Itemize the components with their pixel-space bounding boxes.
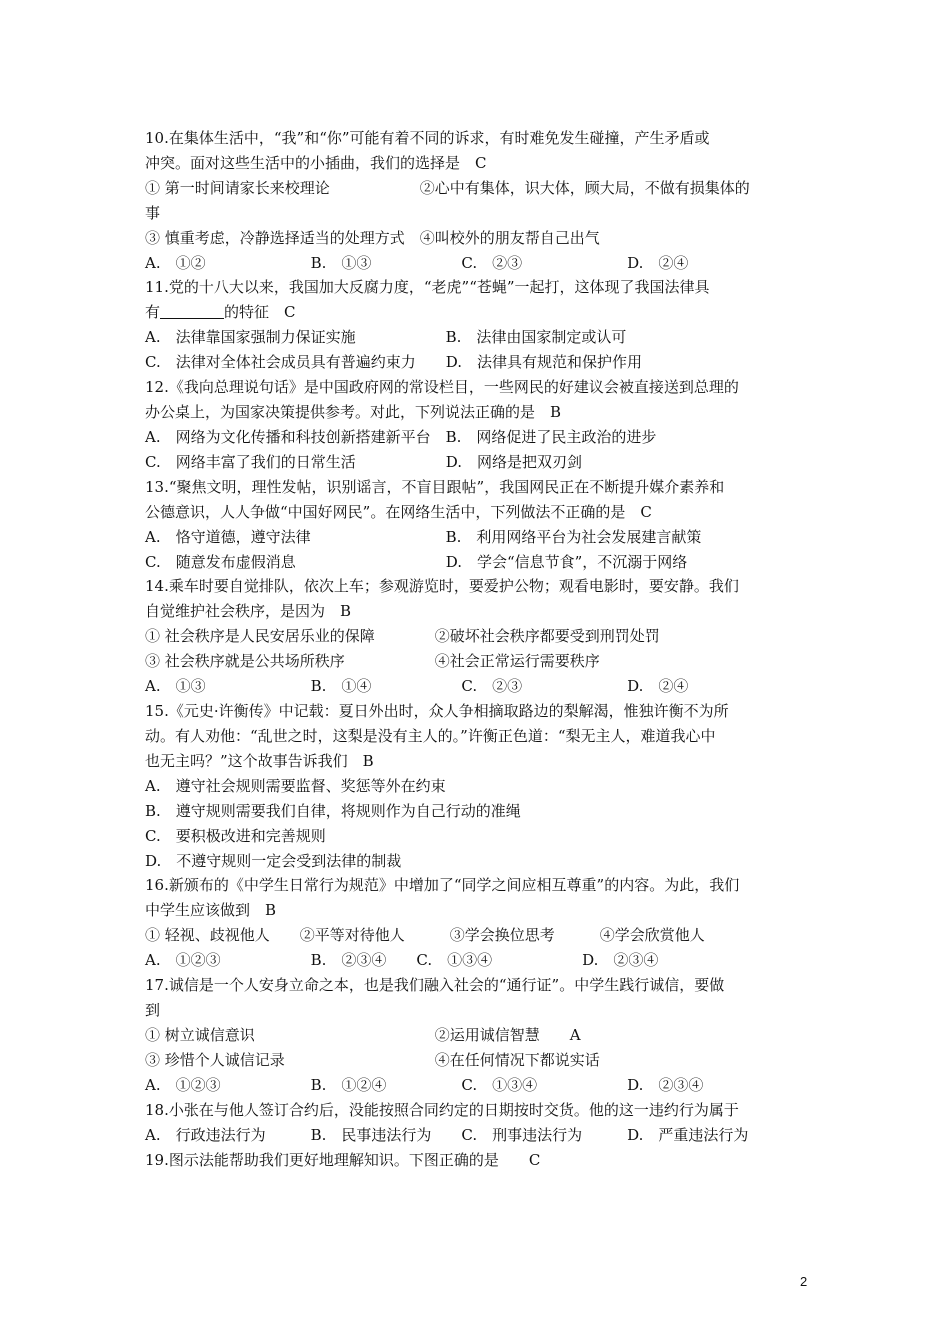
- text-line: ③ 慎重考虑，冷静选择适当的处理方式 ④叫校外的朋友帮自己出气: [145, 229, 600, 247]
- text-line: ③ 社会秩序就是公共场所秩序 ④社会正常运行需要秩序: [145, 652, 600, 670]
- text-line: 冲突。面对这些生活中的小插曲，我们的选择是 C: [145, 154, 487, 172]
- text-line: A. ①②③ B. ②③④ C. ①③④ D. ②③④: [145, 951, 659, 969]
- text-line: 也无主吗？”这个故事告诉我们 B: [145, 752, 374, 770]
- text-line: ③ 珍惜个人诚信记录 ④在任何情况下都说实话: [145, 1051, 600, 1069]
- text-line: D. 不遵守规则一定会受到法律的制裁: [145, 852, 402, 870]
- text-line: A. 行政违法行为 B. 民事违法行为 C. 刑事违法行为 D. 严重违法行为: [145, 1126, 749, 1144]
- text-line: 动。有人劝他：“乱世之时，这梨是没有主人的。”许衡正色道：“梨无主人，难道我心中: [145, 727, 716, 745]
- text-line: 14.乘车时要自觉排队，依次上车；参观游览时，要爱护公物；观看电影时，要安静。我们: [145, 577, 739, 595]
- text-line: ① 轻视、歧视他人 ②平等对待他人 ③学会换位思考 ④学会欣赏他人: [145, 926, 705, 944]
- text-line: A. ①③ B. ①④ C. ②③ D. ②④: [145, 677, 689, 695]
- text-line: A. ①②③ B. ①②④ C. ①③④ D. ②③④: [145, 1076, 704, 1094]
- fill-in-blank: [160, 303, 224, 319]
- page-number: 2: [800, 1274, 808, 1289]
- text-line: 到: [145, 1001, 161, 1019]
- text-line: 13.“聚焦文明，理性发帖，识别谣言，不盲目跟帖”，我国网民正在不断提升媒介素养和: [145, 478, 725, 496]
- text-line: 19.图示法能帮助我们更好地理解知识。下图正确的是 C: [145, 1151, 541, 1169]
- text-line: B. 遵守规则需要我们自律，将规则作为自己行动的准绳: [145, 802, 521, 820]
- text-line: ① 第一时间请家长来校理论 ②心中有集体，识大体，顾大局，不做有损集体的: [145, 179, 750, 197]
- text-line: 自觉维护社会秩序，是因为 B: [145, 602, 352, 620]
- text-line: 12.《我向总理说句话》是中国政府网的常设栏目，一些网民的好建议会被直接送到总理的: [145, 378, 739, 396]
- text-line: A. 法律靠国家强制力保证实施 B. 法律由国家制定或认可: [145, 328, 627, 346]
- text-line: 办公桌上，为国家决策提供参考。对此，下列说法正确的是 B: [145, 403, 562, 421]
- text-line: C. 随意发布虚假消息 D. 学会“信息节食”，不沉溺于网络: [145, 553, 688, 571]
- text-line: 17.诚信是一个人安身立命之本，也是我们融入社会的“通行证”。中学生践行诚信，要做: [145, 976, 725, 994]
- text-line: 10.在集体生活中，“我”和“你”可能有着不同的诉求，有时难免发生碰撞，产生矛盾或: [145, 129, 710, 147]
- text-line: 16.新颁布的《中学生日常行为规范》中增加了“同学之间应相互尊重”的内容。为此，我们: [145, 876, 740, 894]
- text-line: A. 恪守道德，遵守法律 B. 利用网络平台为社会发展建言献策: [145, 528, 702, 546]
- text-line: A. 遵守社会规则需要监督、奖惩等外在约束: [145, 777, 446, 795]
- text-line: 公德意识，人人争做“中国好网民”。在网络生活中，下列做法不正确的是 C: [145, 503, 652, 521]
- text-line: C. 要积极改进和完善规则: [145, 827, 326, 845]
- text-line: A. ①② B. ①③ C. ②③ D. ②④: [145, 254, 689, 272]
- text-line-with-blank: [145, 302, 296, 322]
- text-line: 18.小张在与他人签订合约后，没能按照合同约定的日期按时交货。他的这一违约行为属于: [145, 1101, 739, 1119]
- text-line: 中学生应该做到 B: [145, 901, 277, 919]
- text-line: C. 法律对全体社会成员具有普遍约束力 D. 法律具有规范和保护作用: [145, 353, 642, 371]
- text-line: A. 网络为文化传播和科技创新搭建新平台 B. 网络促进了民主政治的进步: [145, 428, 657, 446]
- text-line: 事: [145, 204, 161, 222]
- text-line: ① 树立诚信意识 ②运用诚信智慧 A: [145, 1026, 581, 1044]
- text-line: ① 社会秩序是人民安居乐业的保障 ②破坏社会秩序都要受到刑罚处罚: [145, 627, 660, 645]
- text-line: 11.党的十八大以来，我国加大反腐力度，“老虎”“苍蝇”一起打，这体现了我国法律具: [145, 278, 710, 296]
- q11-text-before: 有: [145, 303, 161, 321]
- text-line: 15.《元史·许衡传》中记载：夏日外出时，众人争相摘取路边的梨解渴，惟独许衡不为所: [145, 702, 729, 720]
- text-line: C. 网络丰富了我们的日常生活 D. 网络是把双刃剑: [145, 453, 582, 471]
- q11-text-after: 的特征 C: [224, 303, 296, 321]
